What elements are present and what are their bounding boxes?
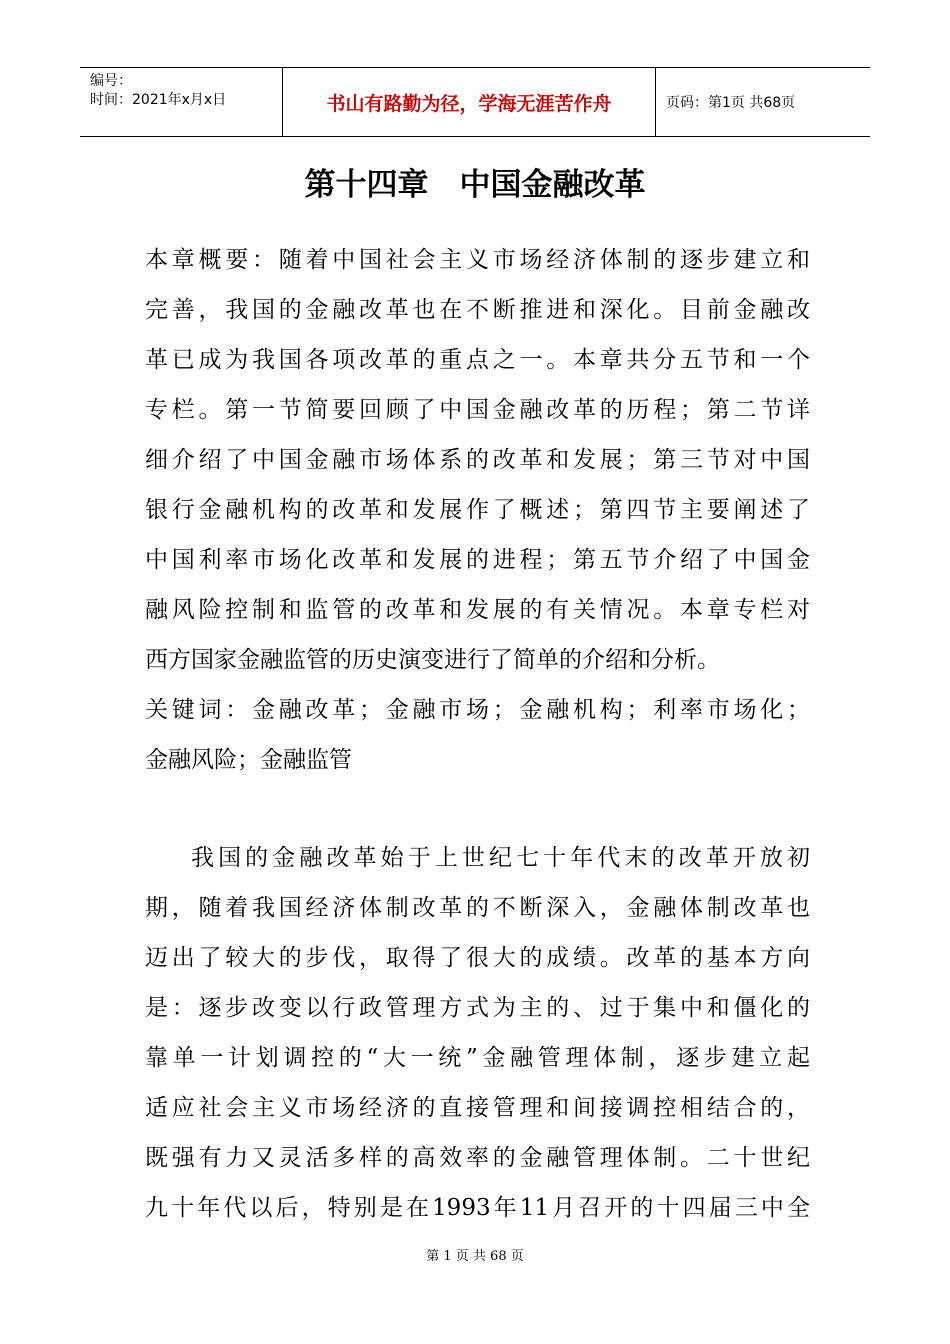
summary-line: 中国利率市场化改革和发展的进程；第五节介绍了中国金 — [145, 547, 810, 573]
summary-line: 融风险控制和监管的改革和发展的有关情况。本章专栏对 — [145, 597, 810, 623]
header-motto: 书山有路勤为径，学海无涯苦作舟 — [282, 68, 656, 136]
page-footer: 第 1 页 共 68 页 — [426, 1249, 524, 1264]
body-line: 九十年代以后，特别是在1993年11月召开的十四届三中全 — [145, 1195, 810, 1221]
body-line: 我国的金融改革始于上世纪七十年代末的改革开放初 — [191, 845, 810, 871]
chapter-summary — [145, 235, 810, 785]
summary-line: 完善，我国的金融改革也在不断推进和深化。目前金融改 — [145, 297, 810, 323]
header-meta — [80, 68, 282, 136]
summary-line: 本章概要：随着中国社会主义市场经济体制的逐步建立和 — [145, 247, 810, 273]
body-line: 既强有力又灵活多样的高效率的金融管理体制。二十世纪 — [145, 1145, 810, 1171]
header-page-info: 页码：第1页 共68页 — [666, 95, 796, 111]
date-label: 时间：2021年x月x日 — [90, 92, 227, 108]
keywords-line: 金融风险；金融监管 — [145, 747, 352, 773]
body-paragraph — [145, 833, 810, 1233]
body-line: 靠单一计划调控的“大一统”金融管理体制，逐步建立起 — [145, 1045, 810, 1071]
summary-line: 细介绍了中国金融市场体系的改革和发展；第三节对中国 — [145, 447, 810, 473]
body-line: 期，随着我国经济体制改革的不断深入，金融体制改革也 — [145, 895, 810, 921]
summary-line: 银行金融机构的改革和发展作了概述；第四节主要阐述了 — [145, 497, 810, 523]
chapter-title: 第十四章 中国金融改革 — [304, 167, 646, 203]
keywords-line: 关键词：金融改革；金融市场；金融机构；利率市场化； — [145, 697, 810, 723]
serial-number-label: 编号： — [90, 73, 132, 89]
summary-line: 革已成为我国各项改革的重点之一。本章共分五节和一个 — [145, 347, 810, 373]
summary-line: 西方国家金融监管的历史演变进行了简单的介绍和分析。 — [145, 647, 720, 673]
document-header — [80, 67, 870, 137]
summary-line: 专栏。第一节简要回顾了中国金融改革的历程；第二节详 — [145, 397, 810, 423]
body-line: 迈出了较大的步伐，取得了很大的成绩。改革的基本方向 — [145, 945, 810, 971]
body-line: 适应社会主义市场经济的直接管理和间接调控相结合的， — [145, 1095, 810, 1121]
body-line: 是：逐步改变以行政管理方式为主的、过于集中和僵化的 — [145, 995, 810, 1021]
